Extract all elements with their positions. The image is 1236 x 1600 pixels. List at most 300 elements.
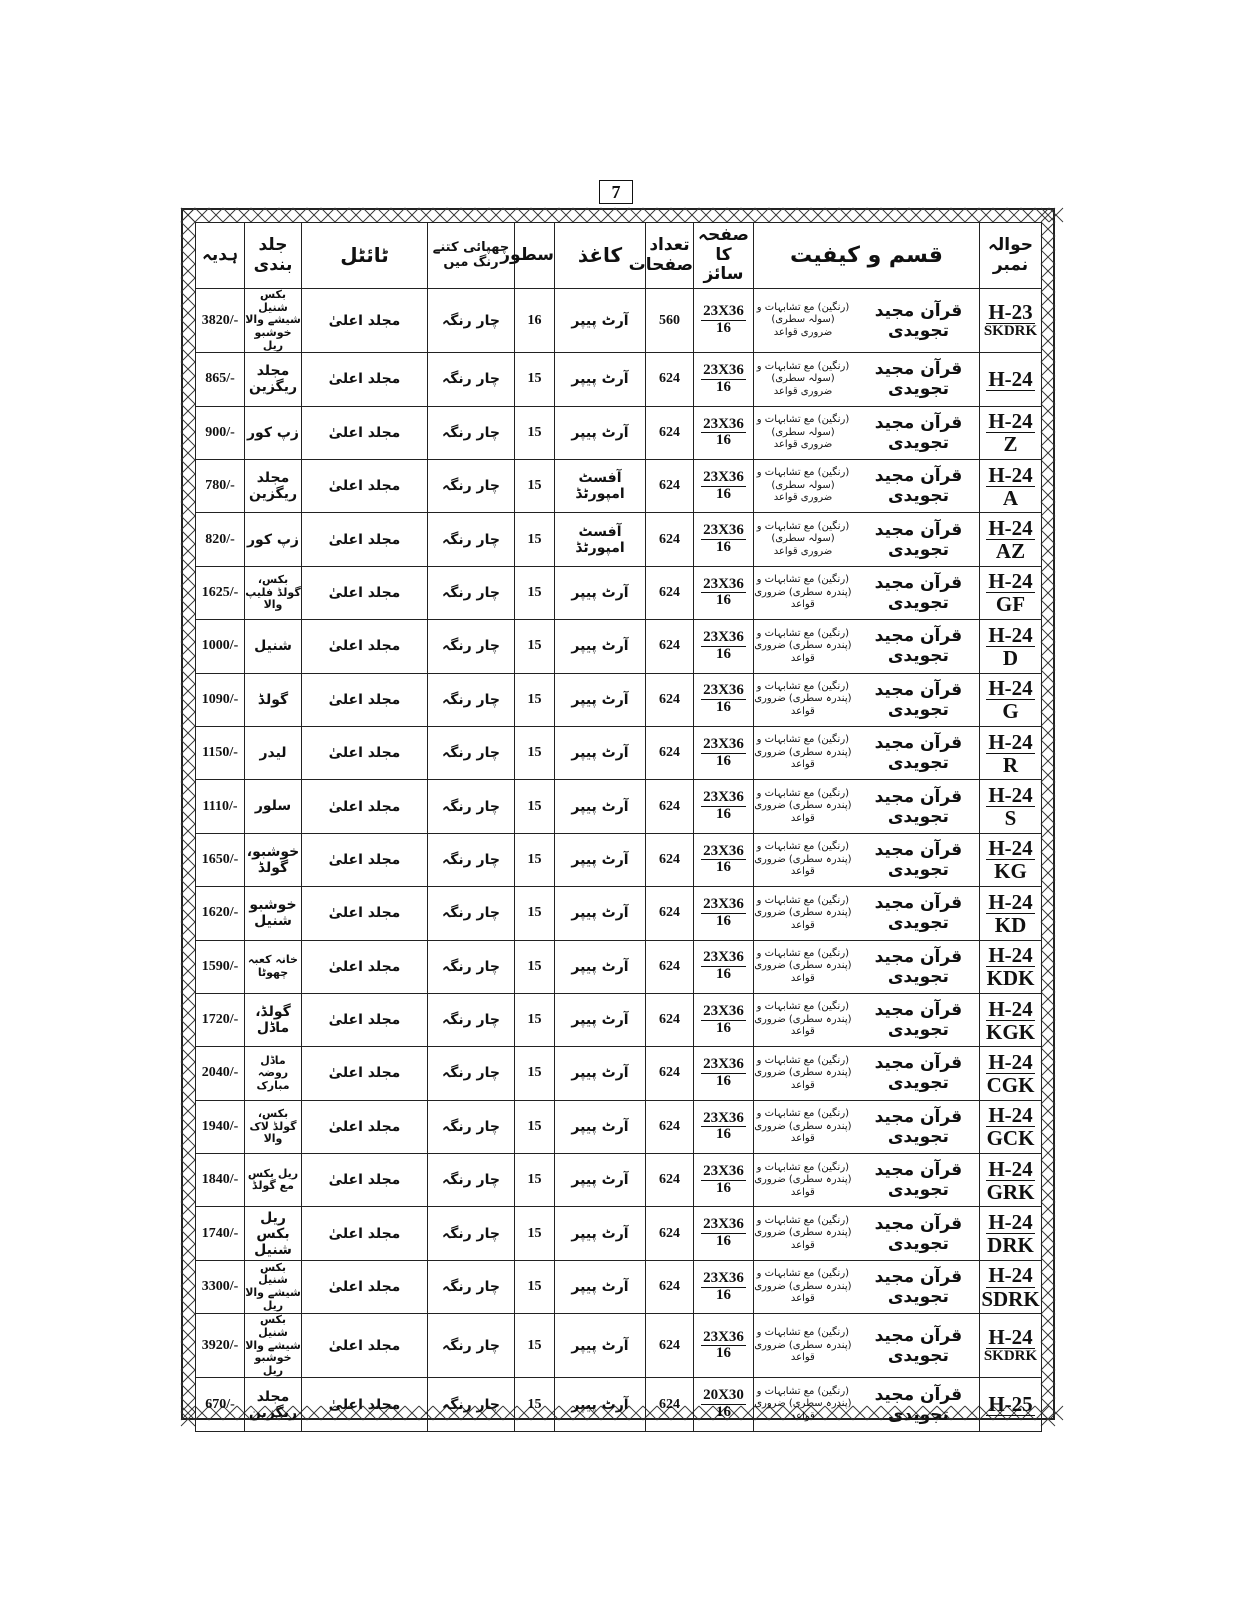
pages-cell: 624 bbox=[646, 780, 694, 833]
size-numerator: 23X36 bbox=[703, 362, 744, 379]
size-denominator: 16 bbox=[716, 1286, 731, 1303]
ref-suffix: SKDRK bbox=[983, 323, 1038, 340]
desc-sub-2: (پندرہ سطری) ضروری قواعد bbox=[754, 960, 852, 984]
desc-cell bbox=[754, 887, 980, 940]
lines-cell: 15 bbox=[515, 459, 555, 512]
desc-sub-1: (رنگین) مع تشابہات و bbox=[756, 520, 850, 532]
paper-cell: آرٹ پیپر bbox=[555, 1260, 646, 1313]
print-cell: چار رنگہ bbox=[428, 1207, 515, 1260]
ref-cell bbox=[980, 887, 1042, 940]
size-numerator: 23X36 bbox=[703, 629, 744, 646]
size-cell bbox=[694, 1207, 754, 1260]
size-cell bbox=[694, 780, 754, 833]
ref-suffix: Z bbox=[1003, 432, 1018, 457]
size-numerator: 23X36 bbox=[703, 468, 744, 485]
desc-main: قرآن مجید تجویدی bbox=[874, 1053, 963, 1094]
binding-cell: سلور bbox=[245, 780, 302, 833]
size-numerator: 23X36 bbox=[703, 896, 744, 913]
desc-cell bbox=[754, 513, 980, 566]
desc-main: قرآن مجید تجویدی bbox=[874, 626, 963, 667]
print-cell: چار رنگہ bbox=[428, 887, 515, 940]
desc-sub-2: (پندرہ سطری) ضروری قواعد bbox=[754, 800, 852, 824]
desc-sub-2: (پندرہ سطری) ضروری قواعد bbox=[754, 1120, 852, 1145]
pages-cell: 624 bbox=[646, 620, 694, 673]
title-cell: مجلد اعلیٰ bbox=[302, 1154, 428, 1207]
price-cell: 1740/- bbox=[196, 1207, 245, 1260]
pages-cell: 624 bbox=[646, 353, 694, 406]
desc-main: قرآن مجید تجویدی bbox=[874, 786, 963, 827]
header-binding: جلد بندی bbox=[245, 223, 302, 289]
price-cell: 670/- bbox=[196, 1378, 245, 1431]
title-cell: مجلد اعلیٰ bbox=[302, 726, 428, 779]
size-numerator: 23X36 bbox=[703, 1328, 744, 1345]
title-cell: مجلد اعلیٰ bbox=[302, 289, 428, 353]
paper-cell: آرٹ پیپر bbox=[555, 1047, 646, 1100]
desc-main: قرآن مجید تجویدی bbox=[874, 466, 963, 507]
table-row bbox=[196, 513, 1042, 566]
desc-sub-2: (پندرہ سطری) ضروری قواعد bbox=[754, 1067, 852, 1091]
pages-cell: 624 bbox=[646, 406, 694, 459]
desc-cell bbox=[754, 1207, 980, 1260]
table-row bbox=[196, 566, 1042, 619]
lines-cell: 15 bbox=[515, 833, 555, 886]
binding-cell: شنیل bbox=[245, 620, 302, 673]
size-numerator: 23X36 bbox=[703, 575, 744, 592]
ref-cell bbox=[980, 1314, 1042, 1378]
size-numerator: 23X36 bbox=[703, 1269, 744, 1286]
binding-cell: بکس شنیل شیشے والا ریل bbox=[245, 1260, 302, 1313]
ref-code: H-24 bbox=[986, 1051, 1035, 1074]
ref-code: H-24 bbox=[986, 677, 1035, 700]
price-cell: 865/- bbox=[196, 353, 245, 406]
title-cell: مجلد اعلیٰ bbox=[302, 673, 428, 726]
desc-main: قرآن مجید تجویدی bbox=[874, 1000, 963, 1041]
ref-code: H-24 bbox=[986, 1326, 1035, 1349]
title-cell: مجلد اعلیٰ bbox=[302, 1100, 428, 1153]
price-cell: 1620/- bbox=[196, 887, 245, 940]
desc-sub-1: (رنگین) مع تشابہات و bbox=[756, 1001, 850, 1013]
lines-cell: 15 bbox=[515, 1260, 555, 1313]
lines-cell: 15 bbox=[515, 993, 555, 1046]
table-row bbox=[196, 1154, 1042, 1207]
print-cell: چار رنگہ bbox=[428, 1378, 515, 1431]
binding-cell: ماڈل روضہ مبارک bbox=[245, 1047, 302, 1100]
lines-cell: 15 bbox=[515, 780, 555, 833]
ref-suffix: D bbox=[1002, 645, 1019, 670]
header-row bbox=[196, 223, 1042, 289]
desc-sub-1: (رنگین) مع تشابہات و bbox=[756, 1214, 850, 1226]
size-numerator: 23X36 bbox=[703, 949, 744, 966]
desc-sub-2: (پندرہ سطری) ضروری قواعد bbox=[754, 586, 852, 611]
binding-cell: لیدر bbox=[245, 726, 302, 779]
binding-cell: بکس شنیل شیشے والا خوشبو ریل bbox=[245, 1313, 301, 1377]
size-denominator: 16 bbox=[716, 485, 731, 502]
price-cell: 1650/- bbox=[196, 833, 245, 886]
ref-suffix: KGK bbox=[985, 1019, 1035, 1044]
ref-code: H-24 bbox=[986, 410, 1035, 433]
header-print: چھپائی کتنے رنگ میں bbox=[428, 223, 515, 289]
print-cell: چار رنگہ bbox=[428, 620, 515, 673]
desc-main: قرآن مجید تجویدی bbox=[874, 1325, 963, 1366]
size-numerator: 23X36 bbox=[703, 735, 744, 752]
size-cell bbox=[694, 1047, 754, 1100]
size-denominator: 16 bbox=[716, 320, 731, 337]
pages-cell: 624 bbox=[646, 1100, 694, 1153]
desc-main: قرآن مجید تجویدی bbox=[874, 1267, 963, 1308]
price-cell: 1150/- bbox=[196, 726, 245, 779]
header-lines: سطور bbox=[515, 223, 555, 289]
desc-cell bbox=[754, 566, 980, 619]
ref-suffix: R bbox=[1002, 752, 1019, 777]
price-cell: 1940/- bbox=[196, 1100, 245, 1153]
ref-cell bbox=[980, 289, 1042, 353]
size-cell bbox=[694, 566, 754, 619]
table-row bbox=[196, 406, 1042, 459]
pages-cell: 624 bbox=[646, 513, 694, 566]
table-row bbox=[196, 353, 1042, 406]
ref-code: H-24 bbox=[986, 1211, 1035, 1234]
desc-sub-1: (رنگین) مع تشابہات و bbox=[756, 1268, 850, 1280]
table-row bbox=[196, 1378, 1042, 1431]
ref-code: H-24 bbox=[986, 517, 1035, 540]
table-row bbox=[196, 1100, 1042, 1153]
header-ref: حوالہ نمبر bbox=[980, 223, 1042, 289]
lines-cell: 15 bbox=[515, 1154, 555, 1207]
title-cell: مجلد اعلیٰ bbox=[302, 353, 428, 406]
size-denominator: 16 bbox=[716, 645, 731, 662]
ref-code: H-24 bbox=[986, 731, 1035, 754]
ref-suffix: CGK bbox=[986, 1072, 1035, 1097]
size-numerator: 20X30 bbox=[703, 1387, 744, 1404]
ref-cell bbox=[980, 620, 1042, 673]
ref-suffix: KD bbox=[994, 912, 1027, 937]
size-numerator: 23X36 bbox=[703, 1216, 744, 1233]
title-cell: مجلد اعلیٰ bbox=[302, 993, 428, 1046]
size-cell bbox=[694, 513, 754, 566]
size-denominator: 16 bbox=[716, 1404, 731, 1421]
print-cell: چار رنگہ bbox=[428, 1314, 515, 1378]
price-cell: 820/- bbox=[196, 513, 245, 566]
size-cell bbox=[694, 940, 754, 993]
table-row bbox=[196, 1207, 1042, 1260]
desc-sub-2: (سولہ سطری) ضروری قواعد bbox=[771, 373, 835, 397]
desc-sub-1: (رنگین) مع تشابہات و bbox=[756, 574, 850, 586]
paper-cell: آرٹ پیپر bbox=[555, 833, 646, 886]
print-cell: چار رنگہ bbox=[428, 513, 515, 566]
pages-cell: 624 bbox=[646, 726, 694, 779]
ref-code: H-24 bbox=[986, 1264, 1035, 1287]
size-cell bbox=[694, 833, 754, 886]
desc-main: قرآن مجید تجویدی bbox=[874, 572, 963, 613]
ref-suffix: AZ bbox=[995, 539, 1026, 564]
desc-cell bbox=[754, 1154, 980, 1207]
ref-code: H-24 bbox=[986, 1104, 1035, 1127]
desc-main: قرآن مجید تجویدی bbox=[874, 946, 963, 987]
size-numerator: 23X36 bbox=[703, 842, 744, 859]
desc-sub-2: (پندرہ سطری) ضروری قواعد bbox=[754, 853, 852, 878]
binding-cell: بکس شنیل شیشے والا خوشبو ریل bbox=[245, 288, 301, 352]
ref-suffix: KDK bbox=[986, 966, 1035, 991]
price-cell: 3920/- bbox=[196, 1314, 245, 1378]
price-cell: 1840/- bbox=[196, 1154, 245, 1207]
ref-cell bbox=[980, 833, 1042, 886]
ref-suffix: GF bbox=[995, 592, 1026, 617]
table-row bbox=[196, 833, 1042, 886]
desc-sub-1: (رنگین) مع تشابہات و bbox=[756, 787, 850, 799]
ref-cell bbox=[980, 1378, 1042, 1431]
table-row bbox=[196, 940, 1042, 993]
table-row bbox=[196, 993, 1042, 1046]
page-number: 7 bbox=[599, 180, 633, 204]
paper-cell: آرٹ پیپر bbox=[555, 887, 646, 940]
ref-code: H-23 bbox=[986, 301, 1035, 324]
desc-main: قرآن مجید تجویدی bbox=[874, 839, 963, 880]
size-numerator: 23X36 bbox=[703, 1109, 744, 1126]
desc-sub-1: (رنگین) مع تشابہات و bbox=[756, 467, 850, 479]
price-cell: 1110/- bbox=[196, 780, 245, 833]
size-denominator: 16 bbox=[716, 1072, 731, 1089]
desc-cell bbox=[754, 1314, 980, 1378]
ref-cell bbox=[980, 353, 1042, 406]
print-cell: چار رنگہ bbox=[428, 940, 515, 993]
table-row bbox=[196, 673, 1042, 726]
size-denominator: 16 bbox=[716, 806, 731, 823]
ref-cell bbox=[980, 993, 1042, 1046]
size-denominator: 16 bbox=[716, 1233, 731, 1250]
price-cell: 3820/- bbox=[196, 289, 245, 353]
ref-suffix: GCK bbox=[986, 1126, 1035, 1151]
desc-main: قرآن مجید تجویدی bbox=[874, 1160, 963, 1201]
binding-cell: مجلد ریگزین bbox=[245, 459, 302, 512]
price-cell: 2040/- bbox=[196, 1047, 245, 1100]
ref-cell bbox=[980, 1260, 1042, 1313]
size-cell bbox=[694, 289, 754, 353]
paper-cell: آرٹ پیپر bbox=[555, 673, 646, 726]
print-cell: چار رنگہ bbox=[428, 1154, 515, 1207]
desc-sub-1: (رنگین) مع تشابہات و bbox=[756, 627, 850, 639]
table-row bbox=[196, 887, 1042, 940]
desc-main: قرآن مجید تجویدی bbox=[874, 1106, 963, 1147]
paper-cell: آرٹ پیپر bbox=[555, 353, 646, 406]
print-cell: چار رنگہ bbox=[428, 353, 515, 406]
ref-cell bbox=[980, 406, 1042, 459]
pages-cell: 624 bbox=[646, 1314, 694, 1378]
size-denominator: 16 bbox=[716, 539, 731, 556]
paper-cell: آرٹ پیپر bbox=[555, 1100, 646, 1153]
lines-cell: 15 bbox=[515, 673, 555, 726]
size-denominator: 16 bbox=[716, 699, 731, 716]
ref-code: H-24 bbox=[986, 464, 1035, 487]
pages-cell: 624 bbox=[646, 1207, 694, 1260]
pages-cell: 624 bbox=[646, 940, 694, 993]
paper-cell: آفسٹ امپورٹڈ bbox=[555, 459, 646, 512]
pages-cell: 624 bbox=[646, 1378, 694, 1431]
pages-cell: 624 bbox=[646, 887, 694, 940]
title-cell: مجلد اعلیٰ bbox=[302, 1378, 428, 1431]
desc-main: قرآن مجید تجویدی bbox=[874, 893, 963, 934]
desc-sub-2: (سولہ سطری) ضروری قواعد bbox=[771, 314, 835, 338]
desc-sub-1: (رنگین) مع تشابہات و bbox=[756, 1327, 850, 1339]
lines-cell: 15 bbox=[515, 1100, 555, 1153]
lines-cell: 15 bbox=[515, 353, 555, 406]
pages-cell: 624 bbox=[646, 566, 694, 619]
desc-sub-2: (سولہ سطری) ضروری قواعد bbox=[771, 479, 835, 504]
size-denominator: 16 bbox=[716, 966, 731, 983]
table-row bbox=[196, 289, 1042, 353]
binding-cell: گولڈ، ماڈل bbox=[245, 993, 302, 1046]
paper-cell: آرٹ پیپر bbox=[555, 406, 646, 459]
size-denominator: 16 bbox=[716, 1126, 731, 1143]
table-row bbox=[196, 1260, 1042, 1313]
header-price: ہدیہ bbox=[196, 223, 245, 289]
desc-cell bbox=[754, 289, 980, 353]
desc-sub-2: (سولہ سطری) ضروری قواعد bbox=[771, 426, 835, 451]
desc-main: قرآن مجید تجویدی bbox=[874, 359, 963, 400]
title-cell: مجلد اعلیٰ bbox=[302, 780, 428, 833]
ref-code: H-24 bbox=[986, 998, 1035, 1021]
table-row bbox=[196, 459, 1042, 512]
print-cell: چار رنگہ bbox=[428, 566, 515, 619]
desc-cell bbox=[754, 726, 980, 779]
ref-cell bbox=[980, 566, 1042, 619]
desc-main: قرآن مجید تجویدی bbox=[874, 733, 963, 774]
desc-sub-2: (پندرہ سطری) ضروری قواعد bbox=[754, 746, 852, 771]
desc-sub-2: (پندرہ سطری) ضروری قواعد bbox=[754, 1398, 852, 1422]
desc-sub-2: (پندرہ سطری) ضروری قواعد bbox=[754, 1174, 852, 1198]
pages-cell: 624 bbox=[646, 673, 694, 726]
title-cell: مجلد اعلیٰ bbox=[302, 1260, 428, 1313]
header-size: صفحہ کا سائز bbox=[694, 223, 754, 289]
table-row bbox=[196, 1047, 1042, 1100]
paper-cell: آفسٹ امپورٹڈ bbox=[555, 513, 646, 566]
size-denominator: 16 bbox=[716, 1345, 731, 1362]
price-cell: 900/- bbox=[196, 406, 245, 459]
ref-code: H-25 bbox=[986, 1393, 1035, 1416]
header-desc: قسم و کیفیت bbox=[754, 223, 980, 289]
binding-cell: ریل بکس مع گولڈ bbox=[245, 1154, 302, 1207]
print-cell: چار رنگہ bbox=[428, 833, 515, 886]
desc-sub-1: (رنگین) مع تشابہات و bbox=[756, 1161, 850, 1173]
title-cell: مجلد اعلیٰ bbox=[302, 833, 428, 886]
print-cell: چار رنگہ bbox=[428, 673, 515, 726]
size-numerator: 23X36 bbox=[703, 415, 744, 432]
paper-cell: آرٹ پیپر bbox=[555, 1207, 646, 1260]
binding-cell: مجلد ریگزین bbox=[245, 1378, 302, 1431]
title-cell: مجلد اعلیٰ bbox=[302, 513, 428, 566]
desc-sub-2: (پندرہ سطری) ضروری قواعد bbox=[754, 1227, 852, 1251]
ref-code: H-24 bbox=[986, 944, 1035, 967]
pages-cell: 624 bbox=[646, 993, 694, 1046]
desc-cell bbox=[754, 833, 980, 886]
desc-sub-1: (رنگین) مع تشابہات و bbox=[756, 734, 850, 746]
lines-cell: 15 bbox=[515, 1378, 555, 1431]
ref-cell bbox=[980, 459, 1042, 512]
ref-cell bbox=[980, 1207, 1042, 1260]
desc-main: قرآن مجید تجویدی bbox=[874, 519, 963, 560]
ref-cell bbox=[980, 726, 1042, 779]
price-cell: 3300/- bbox=[196, 1260, 245, 1313]
size-denominator: 16 bbox=[716, 859, 731, 876]
desc-cell bbox=[754, 940, 980, 993]
desc-cell bbox=[754, 780, 980, 833]
lines-cell: 15 bbox=[515, 887, 555, 940]
paper-cell: آرٹ پیپر bbox=[555, 289, 646, 353]
desc-cell bbox=[754, 993, 980, 1046]
ref-code: H-24 bbox=[986, 837, 1035, 860]
size-denominator: 16 bbox=[716, 1019, 731, 1036]
size-cell bbox=[694, 673, 754, 726]
pages-cell: 624 bbox=[646, 1047, 694, 1100]
paper-cell: آرٹ پیپر bbox=[555, 566, 646, 619]
desc-sub-1: (رنگین) مع تشابہات و bbox=[756, 841, 850, 853]
table-row bbox=[196, 726, 1042, 779]
desc-sub-1: (رنگین) مع تشابہات و bbox=[756, 301, 850, 313]
pages-cell: 624 bbox=[646, 833, 694, 886]
paper-cell: آرٹ پیپر bbox=[555, 940, 646, 993]
size-numerator: 23X36 bbox=[703, 303, 744, 320]
lines-cell: 15 bbox=[515, 620, 555, 673]
price-cell: 1590/- bbox=[196, 940, 245, 993]
title-cell: مجلد اعلیٰ bbox=[302, 406, 428, 459]
header-pages: تعداد صفحات bbox=[646, 223, 694, 289]
binding-cell: گولڈ bbox=[245, 673, 302, 726]
price-cell: 1000/- bbox=[196, 620, 245, 673]
title-cell: مجلد اعلیٰ bbox=[302, 459, 428, 512]
pages-cell: 560 bbox=[646, 289, 694, 353]
size-numerator: 23X36 bbox=[703, 789, 744, 806]
size-denominator: 16 bbox=[716, 592, 731, 609]
header-paper: کاغذ bbox=[555, 223, 646, 289]
binding-cell: بکس، گولڈ لاک والا bbox=[245, 1100, 302, 1153]
paper-cell: آرٹ پیپر bbox=[555, 993, 646, 1046]
title-cell: مجلد اعلیٰ bbox=[302, 620, 428, 673]
ref-code: H-24 bbox=[986, 570, 1035, 593]
binding-cell: خوشبو شنیل bbox=[245, 887, 302, 940]
print-cell: چار رنگہ bbox=[428, 1100, 515, 1153]
print-cell: چار رنگہ bbox=[428, 726, 515, 779]
paper-cell: آرٹ پیپر bbox=[555, 620, 646, 673]
size-cell bbox=[694, 1314, 754, 1378]
size-numerator: 23X36 bbox=[703, 682, 744, 699]
ref-code: H-24 bbox=[986, 891, 1035, 914]
size-numerator: 23X36 bbox=[703, 1056, 744, 1073]
title-cell: مجلد اعلیٰ bbox=[302, 887, 428, 940]
desc-sub-2: (پندرہ سطری) ضروری قواعد bbox=[754, 1013, 852, 1038]
desc-sub-2: (پندرہ سطری) ضروری قواعد bbox=[754, 640, 852, 664]
title-cell: مجلد اعلیٰ bbox=[302, 1207, 428, 1260]
desc-sub-2: (پندرہ سطری) ضروری قواعد bbox=[754, 1280, 852, 1305]
price-cell: 1720/- bbox=[196, 993, 245, 1046]
size-cell bbox=[694, 1378, 754, 1431]
print-cell: چار رنگہ bbox=[428, 289, 515, 353]
pages-cell: 624 bbox=[646, 1260, 694, 1313]
paper-cell: آرٹ پیپر bbox=[555, 1378, 646, 1431]
lines-cell: 15 bbox=[515, 726, 555, 779]
desc-main: قرآن مجید تجویدی bbox=[874, 1384, 963, 1425]
desc-cell bbox=[754, 353, 980, 406]
desc-sub-2: (پندرہ سطری) ضروری قواعد bbox=[754, 693, 852, 717]
print-cell: چار رنگہ bbox=[428, 780, 515, 833]
desc-sub-2: (پندرہ سطری) ضروری قواعد bbox=[754, 1339, 852, 1364]
lines-cell: 15 bbox=[515, 566, 555, 619]
ref-suffix: S bbox=[1004, 806, 1017, 831]
desc-sub-1: (رنگین) مع تشابہات و bbox=[756, 1108, 850, 1120]
binding-cell: زپ کور bbox=[245, 513, 302, 566]
desc-sub-1: (رنگین) مع تشابہات و bbox=[756, 1054, 850, 1066]
price-cell: 780/- bbox=[196, 459, 245, 512]
ref-suffix: GRK bbox=[986, 1179, 1035, 1204]
desc-cell bbox=[754, 1260, 980, 1313]
